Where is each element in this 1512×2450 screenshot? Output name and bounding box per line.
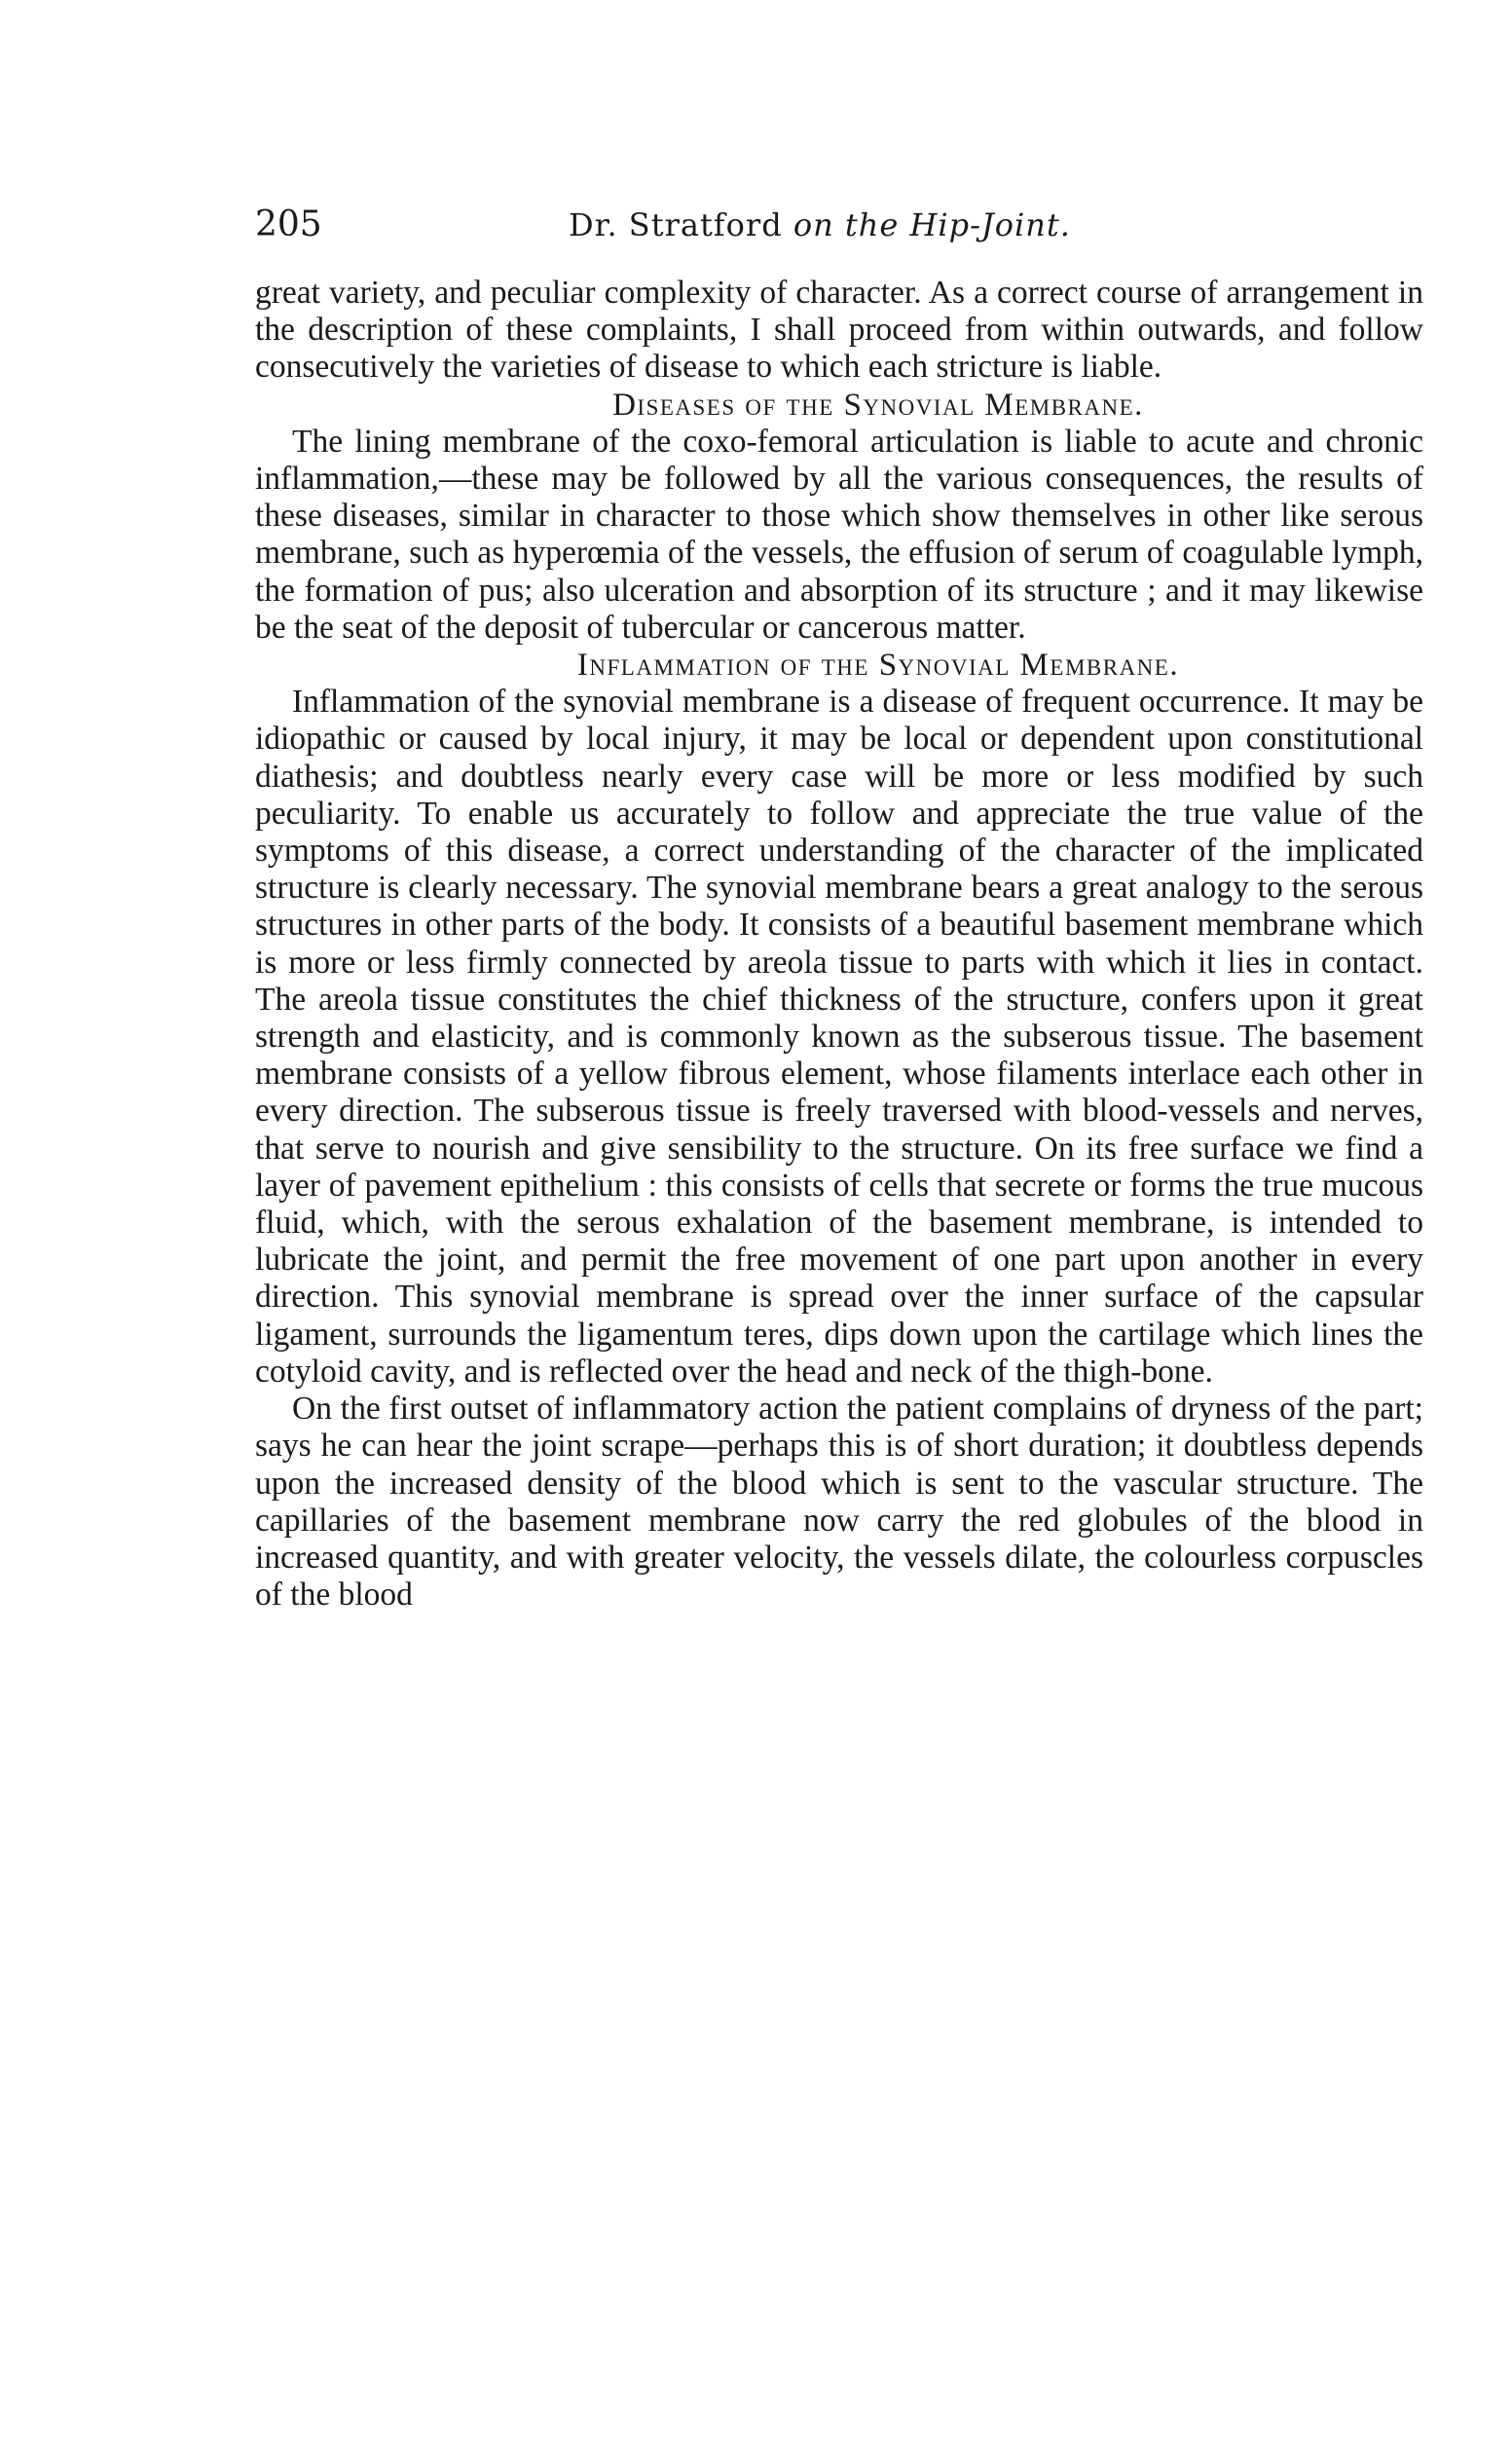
paragraph-diseases: The lining membrane of the coxo-femoral articulation is liable to acute and chronic inflammation,—these may be followed by all the various consequences, the results of these diseases, similar in character to those which show themselves in other like serous membrane, such as hyperœmia of the vessels, the effusion of serum of coagulable lymph, the formation of pus; also ulceration and absorption of its structure ; and it may likewise be the seat of the deposit of tubercular or cancerous matter. [255,423,1423,646]
running-head-author: Dr. Stratford [569,206,783,243]
paragraph-inflammation-2: On the first outset of inflammatory action the patient complains of dryness of the part; says he can hear the joint scrape—perhaps this is of short duration; it doubtless depends upon the increased density of the blood which is sent to the vascular structure. The capillaries of the basement membrane now carry the red globules of the blood in increased quantity, and with greater velocity, the vessels dilate, the colourless corpuscles of the blood [255,1391,1423,1614]
paragraph-inflammation-1: Inflammation of the synovial membrane is a disease of frequent occurrence. It may be idiopathic or caused by local injury, it may be local or dependent upon constitutional diathesis; and doubtless nearly every case will be more or less modified by such peculiarity. To enable us accurately to follow and appreciate the true value of the symptoms of this disease, a correct understanding of the character of the implicated structure is clearly necessary. The synovial membrane bears a great analogy to the serous structures in other parts of the body. It consists of a beautiful basement membrane which is more or less firmly connected by areola tissue to parts with which it lies in contact. The areola tissue constitutes the chief thickness of the structure, confers upon it great strength and elasticity, and is commonly known as the subserous tissue. The basement membrane consists of a yellow fibrous element, whose filaments interlace each other in every direction. The subserous tissue is freely traversed with blood-vessels and nerves, that serve to nourish and give sensibility to the structure. On its free surface we find a layer of pavement epithelium : this consists of cells that secrete or forms the true mucous fluid, which, with the serous exhalation of the basement membrane, is intended to lubricate the joint, and permit the free movement of one part upon another in every direction. This synovial membrane is spread over the inner surface of the capsular ligament, surrounds the ligamentum teres, dips down upon the cartilage which lines the cotyloid cavity, and is reflected over the head and neck of the thigh-bone. [255,684,1423,1390]
page-header [255,204,1423,263]
body-text [255,275,1423,1614]
running-head [569,206,1071,243]
running-head-on: on [793,206,834,243]
section-heading-inflammation: Inflammation of the Synovial Membrane. [576,648,1180,684]
page-number: 205 [255,204,322,244]
section-heading-diseases: Diseases of the Synovial Membrane. [612,387,1144,423]
paragraph-continued: great variety, and peculiar complexity of character. As a correct course of arrangement in the description of these complaints, I shall proceed from within outwards, and follow consecutively the varieties of disease to which each stricture is liable. [255,275,1423,386]
running-head-subject: the Hip-Joint. [844,206,1071,243]
